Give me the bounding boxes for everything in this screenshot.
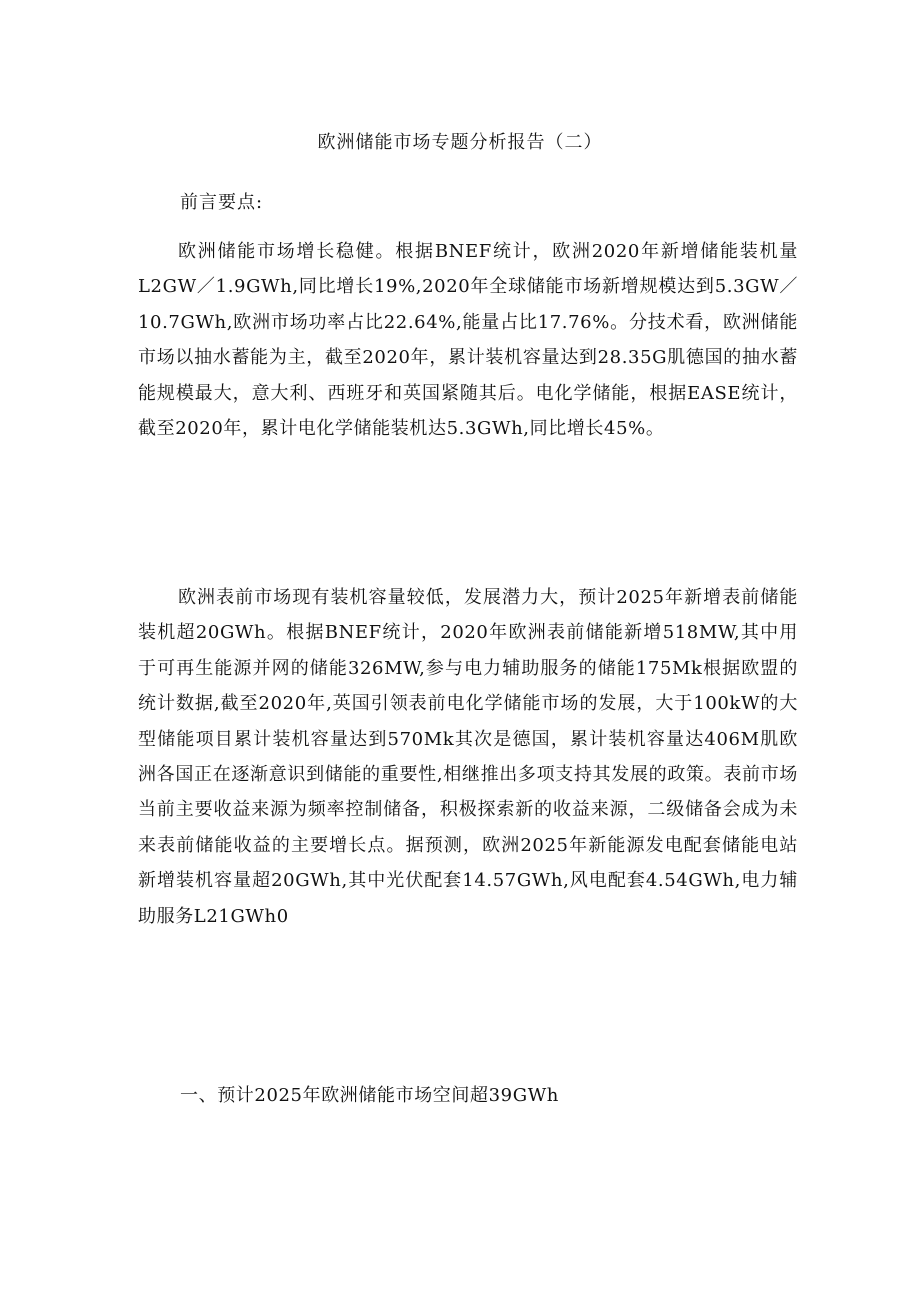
document-title: 欧洲储能市场专题分析报告（二） [317,132,603,153]
paragraph-1: 欧洲储能市场增长稳健。根据BNEF统计，欧洲2020年新增储能装机量L2GW／1.9GWh,同比增长19%,2020年全球储能市场新增规模达到5.3GW／10.7GWh,欧洲市场功率占比22.64%,能量占比17.76%。分技术看，欧洲储能市场以抽水蓄能为主，截至2020年，累计装机容量达到28.35G肌德国的抽水蓄能规模最大，意大利、西班牙和英国紧随其后。电化学储能，根据EASE统计，截至2020年，累计电化学储能装机达5.3GWh,同比增长45%。 [138,241,798,440]
paragraph-2: 欧洲表前市场现有装机容量较低，发展潜力大，预计2025年新增表前储能装机超20GWh。根据BNEF统计，2020年欧洲表前储能新增518MW,其中用于可再生能源并网的储能326MW,参与电力辅助服务的储能175Mk根据欧盟的统计数据,截至2020年,英国引领表前电化学储能市场的发展，大于100kW的大型储能项目累计装机容量达到570Mk其次是德国，累计装机容量达406M肌欧洲各国正在逐渐意识到储能的重要性,相继推出多项支持其发展的政策。表前市场当前主要收益来源为频率控制储备，积极探索新的收益来源，二级储备会成为未来表前储能收益的主要增长点。据预测，欧洲2025年新能源发电配套储能电站新增装机容量超20GWh,其中光伏配套14.57GWh,风电配套4.54GWh,电力辅助服务L21GWh0 [138,587,798,927]
section-heading: 一、预计2025年欧洲储能市场空间超39GWh [180,1085,559,1106]
preface-heading: 前言要点: [180,192,264,213]
